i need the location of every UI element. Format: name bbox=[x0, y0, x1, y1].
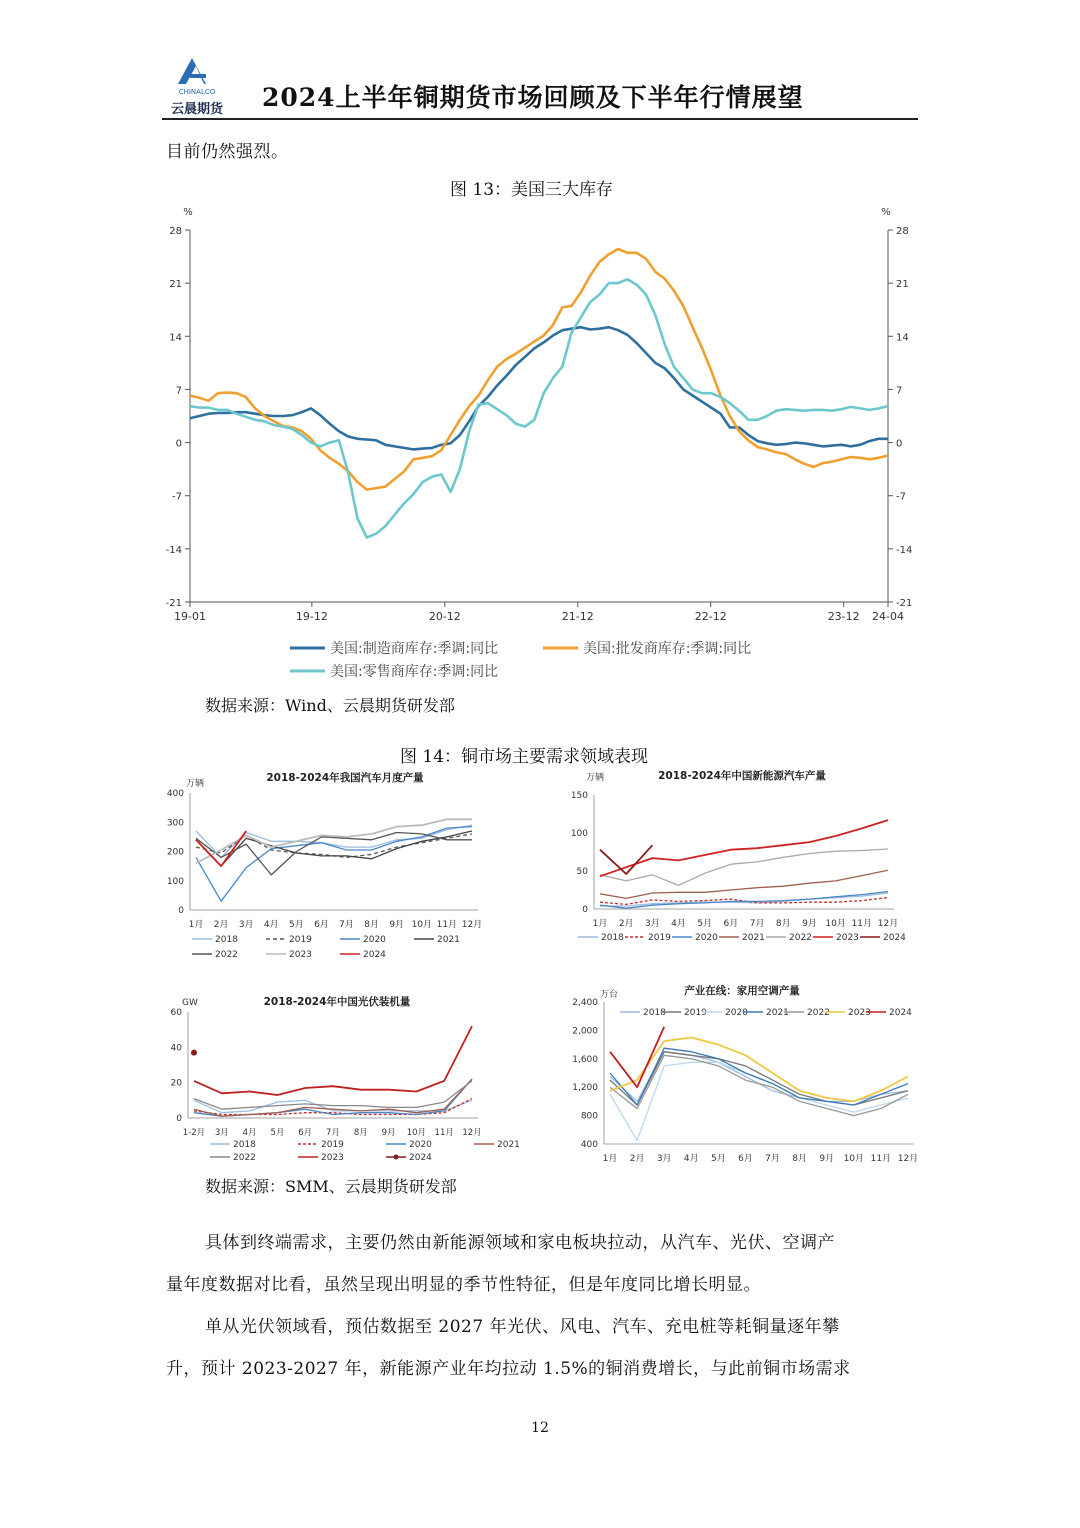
panel-legend-label: 2018 bbox=[233, 1140, 256, 1150]
panel-legend-label: 2019 bbox=[648, 933, 671, 943]
paragraph-1-line-2: 量年度数据对比看，虽然呈现出明显的季节性特征，但是年度同比增长明显。 bbox=[166, 1275, 761, 1295]
panel-xtick-label: 12月 bbox=[877, 919, 899, 929]
panel-ytick-label: 50 bbox=[576, 867, 588, 877]
panel-legend-label: 2024 bbox=[889, 1008, 912, 1018]
panel-series-line-2018 bbox=[610, 1052, 908, 1102]
f13-series-lines bbox=[190, 249, 888, 538]
panel-xtick-label: 8月 bbox=[353, 1128, 368, 1138]
panel-xtick-label: 9月 bbox=[389, 920, 405, 930]
panel-title: 2018-2024年中国新能源汽车产量 bbox=[658, 770, 826, 782]
f13-ytick-label: 7 bbox=[175, 385, 182, 397]
panel-y-unit: 万辆 bbox=[186, 779, 205, 789]
panel-ytick-label: 800 bbox=[580, 1111, 598, 1122]
f13-xtick-label: 19-12 bbox=[295, 610, 328, 623]
panel-legend-label: 2018 bbox=[643, 1008, 666, 1018]
panel-legend-label: 2020 bbox=[695, 933, 718, 943]
panel-legend-label: 2023 bbox=[848, 1008, 871, 1018]
figure13-title: 图 13：美国三大库存 bbox=[450, 180, 614, 200]
panel-xtick-label: 2月 bbox=[213, 920, 229, 930]
panel-ytick-label: 300 bbox=[166, 818, 184, 829]
panel-xtick-label: 6月 bbox=[298, 1128, 313, 1138]
panel-xtick-label: 12月 bbox=[461, 920, 483, 930]
panel-xtick-label: 7月 bbox=[326, 1128, 340, 1138]
header-rule bbox=[162, 118, 918, 120]
f13-ytick-label: 0 bbox=[175, 438, 182, 450]
panel-legend-label: 2024 bbox=[883, 933, 906, 943]
company-logo bbox=[162, 54, 232, 116]
panel-legend-label: 2021 bbox=[742, 933, 765, 943]
panel-xtick-label: 7月 bbox=[339, 920, 354, 930]
document-title: 2024上半年铜期货市场回顾及下半年行情展望 bbox=[262, 83, 804, 112]
intro-tail-text: 目前仍然强烈。 bbox=[166, 142, 289, 162]
panel-legend-label: 2018 bbox=[215, 935, 238, 945]
panel-xtick-label: 1月 bbox=[188, 920, 204, 930]
page-number: 12 bbox=[531, 1420, 549, 1436]
panel-series-line-2021 bbox=[600, 870, 888, 898]
panel-ytick-label: 40 bbox=[170, 1043, 182, 1054]
panel-legend-label: 2020 bbox=[725, 1008, 748, 1018]
panel-ytick-label: 100 bbox=[166, 876, 184, 887]
f13-xtick-labels bbox=[174, 610, 904, 623]
panel-xtick-label: 8月 bbox=[792, 1154, 808, 1164]
panel-xtick-label: 7月 bbox=[749, 919, 765, 929]
panel-xtick-label: 10月 bbox=[843, 1154, 865, 1164]
panel-ytick-label: 2,400 bbox=[572, 998, 598, 1008]
paragraph-1-line-1: 具体到终端需求，主要仍然由新能源领域和家电板块拉动，从汽车、光伏、空调产 bbox=[205, 1233, 835, 1253]
paragraph-2-line-2: 升，预计 2023-2027 年，新能源产业年均拉动 1.5%的铜消费增长，与此前铜市场需求 bbox=[166, 1359, 851, 1379]
f13-ytick-label: -14 bbox=[896, 544, 913, 556]
panel-xtick-label: 10月 bbox=[406, 1128, 427, 1138]
panel-auto-production bbox=[160, 765, 530, 960]
f13-xtick-label: 23-12 bbox=[827, 610, 860, 623]
panel-xtick-label: 5月 bbox=[697, 919, 713, 929]
panel-xtick-label: 11月 bbox=[434, 1128, 454, 1138]
panel-ytick-label: 100 bbox=[570, 829, 588, 839]
panel-series-line-2023 bbox=[194, 1026, 472, 1095]
panel-series-line-2022 bbox=[196, 833, 472, 875]
f13-y-unit-right: % bbox=[881, 207, 891, 218]
panel-legend-label: 2019 bbox=[684, 1008, 707, 1018]
panel-series-line-2020 bbox=[600, 892, 888, 909]
legend-label-manufacturer: 美国:制造商库存:季调:同比 bbox=[330, 641, 499, 657]
panel-legend-label: 2022 bbox=[215, 950, 238, 960]
legend-label-wholesale: 美国:批发商库存:季调:同比 bbox=[583, 641, 752, 657]
f13-ytick-label: -7 bbox=[172, 491, 182, 503]
panel-legend-label: 2023 bbox=[321, 1153, 344, 1163]
f13-ytick-label: -21 bbox=[165, 598, 182, 609]
f13-ytick-label: -7 bbox=[896, 491, 906, 503]
f13-ytick-label: -21 bbox=[896, 598, 913, 609]
f13-ytick-label: 14 bbox=[896, 332, 909, 344]
panel-xtick-label: 3月 bbox=[238, 920, 254, 930]
panel-ac-production bbox=[570, 980, 920, 1170]
panel-legend-label: 2019 bbox=[289, 935, 312, 945]
panel-xtick-label: 12月 bbox=[462, 1128, 482, 1138]
panel-legend-label: 2022 bbox=[789, 933, 812, 943]
f13-xtick-label: 22-12 bbox=[694, 610, 727, 623]
panel-series-line-2023 bbox=[600, 820, 888, 876]
panel-xtick-label: 1月 bbox=[592, 919, 608, 929]
panel-xtick-label: 4月 bbox=[671, 919, 686, 929]
panel-legend-label: 2023 bbox=[836, 933, 859, 943]
panel-legend-label: 2022 bbox=[807, 1008, 830, 1018]
panel-xtick-label: 4月 bbox=[242, 1128, 257, 1138]
panel-xtick-label: 7月 bbox=[765, 1154, 780, 1164]
panel-legend-label: 2024 bbox=[363, 950, 386, 960]
panel-series-line-2021 bbox=[610, 1048, 908, 1105]
panel-ytick-label: 1,600 bbox=[572, 1054, 598, 1065]
f13-xtick-label: 20-12 bbox=[428, 610, 461, 623]
panel-title: 2018-2024年我国汽车月度产量 bbox=[266, 772, 424, 784]
panel-xtick-label: 8月 bbox=[364, 920, 380, 930]
panel-legend-label: 2021 bbox=[766, 1008, 789, 1018]
panel-ytick-label: 2,000 bbox=[572, 1026, 598, 1037]
f13-ytick-label: -14 bbox=[165, 544, 182, 556]
panel-xtick-label: 2月 bbox=[629, 1154, 645, 1164]
f13-y-unit-left: % bbox=[183, 207, 193, 218]
panel-series-line-2024 bbox=[610, 1027, 664, 1087]
panel-y-unit: 万辆 bbox=[586, 773, 605, 783]
panel-xtick-label: 6月 bbox=[723, 919, 739, 929]
paragraph-2-line-1: 单从光伏领域看，预估数据至 2027 年光伏、风电、汽车、充电桩等耗铜量逐年攀 bbox=[205, 1317, 840, 1337]
panel-legend-dot bbox=[394, 1155, 399, 1160]
panel-xtick-label: 5月 bbox=[270, 1128, 285, 1138]
f13-xtick-label: 24-04 bbox=[872, 610, 904, 623]
logo-small-text: CHINALCO bbox=[178, 88, 216, 96]
panel-xtick-label: 11月 bbox=[851, 919, 873, 929]
panel-xtick-label: 2月 bbox=[618, 919, 634, 929]
panel-xtick-label: 3月 bbox=[214, 1128, 229, 1138]
panel-xtick-label: 9月 bbox=[819, 1154, 835, 1164]
panel-xtick-label: 6月 bbox=[738, 1154, 753, 1164]
panel-pv-installation bbox=[160, 990, 530, 1170]
panel-xtick-label: 11月 bbox=[870, 1154, 892, 1164]
panel-y-unit: GW bbox=[182, 998, 198, 1008]
panel-xtick-label: 12月 bbox=[897, 1154, 919, 1164]
f13-ytick-label: 0 bbox=[896, 438, 903, 450]
panel-y-unit: 万台 bbox=[600, 990, 619, 1000]
f13-ytick-label: 28 bbox=[169, 226, 182, 237]
f13-ytick-label: 28 bbox=[896, 226, 909, 237]
panel-xtick-label: 3月 bbox=[644, 919, 660, 929]
panel-xtick-label: 5月 bbox=[288, 920, 304, 930]
logo-name: 云晨期货 bbox=[170, 102, 223, 117]
f13-axes bbox=[185, 230, 893, 607]
panel-xtick-label: 5月 bbox=[710, 1154, 726, 1164]
panel-xtick-label: 3月 bbox=[656, 1154, 672, 1164]
panel-legend-label: 2020 bbox=[409, 1140, 432, 1150]
panel-xtick-label: 6月 bbox=[314, 920, 329, 930]
logo-mark-icon bbox=[162, 54, 232, 98]
panel-ytick-label: 400 bbox=[166, 789, 184, 799]
panel-title: 2018-2024年中国光伏装机量 bbox=[263, 996, 411, 1008]
panel-xtick-label: 4月 bbox=[263, 920, 279, 930]
f13-series-line-2 bbox=[190, 279, 888, 537]
f13-ytick-labels bbox=[166, 226, 913, 609]
panel-ytick-label: 150 bbox=[570, 791, 588, 801]
figure14-source: 数据来源：SMM、云晨期货研发部 bbox=[205, 1177, 457, 1196]
figure14-title: 图 14：铜市场主要需求领域表现 bbox=[400, 747, 649, 767]
f13-xtick-label: 21-12 bbox=[561, 610, 594, 623]
panel-legend-label: 2019 bbox=[321, 1140, 344, 1150]
panel-legend-label: 2021 bbox=[437, 935, 460, 945]
panel-ytick-label: 0 bbox=[178, 906, 184, 916]
panel-ytick-label: 400 bbox=[580, 1140, 598, 1150]
panel-ytick-label: 0 bbox=[176, 1114, 182, 1124]
f13-ytick-label: 21 bbox=[169, 279, 182, 291]
panel-xtick-label: 1-2月 bbox=[182, 1128, 206, 1138]
panel-nev-production bbox=[570, 765, 920, 960]
panel-ytick-label: 1,200 bbox=[572, 1083, 598, 1094]
panel-legend-label: 2022 bbox=[233, 1153, 256, 1163]
f13-ytick-label: 7 bbox=[896, 385, 903, 397]
panel-series-line-2022 bbox=[194, 1081, 472, 1109]
legend-label-retail: 美国:零售商库存:季调:同比 bbox=[330, 664, 499, 680]
panel-xtick-label: 10月 bbox=[825, 919, 846, 929]
panel-legend-label: 2024 bbox=[409, 1153, 432, 1163]
panel-xtick-label: 9月 bbox=[381, 1128, 396, 1138]
panel-ytick-label: 20 bbox=[170, 1078, 182, 1089]
panel-xtick-label: 11月 bbox=[436, 920, 458, 930]
f13-xtick-label: 19-01 bbox=[174, 610, 206, 623]
panel-xtick-label: 10月 bbox=[411, 920, 433, 930]
panel-legend-label: 2020 bbox=[363, 935, 386, 945]
f13-ytick-label: 21 bbox=[896, 279, 909, 291]
panel-xtick-label: 4月 bbox=[683, 1154, 699, 1164]
panel-series-point-2024 bbox=[191, 1050, 197, 1056]
panel-xtick-label: 9月 bbox=[802, 919, 817, 929]
panel-ytick-label: 200 bbox=[166, 847, 184, 858]
figure13-source: 数据来源：Wind、云晨期货研发部 bbox=[205, 696, 455, 715]
figure13-chart bbox=[160, 200, 920, 690]
panel-title: 产业在线：家用空调产量 bbox=[684, 985, 800, 997]
panel-legend-label: 2018 bbox=[601, 933, 624, 943]
panel-legend-label: 2021 bbox=[497, 1140, 520, 1150]
f13-ytick-label: 14 bbox=[169, 332, 182, 344]
f13-series-line-1 bbox=[190, 249, 888, 490]
panel-legend-label: 2023 bbox=[289, 950, 312, 960]
panel-ytick-label: 0 bbox=[582, 905, 588, 915]
panel-xtick-label: 1月 bbox=[602, 1154, 618, 1164]
f13-legend bbox=[290, 640, 751, 680]
panel-xtick-label: 8月 bbox=[775, 919, 791, 929]
panel-ytick-label: 60 bbox=[170, 1008, 182, 1018]
panel-series-line-2024 bbox=[600, 845, 652, 874]
